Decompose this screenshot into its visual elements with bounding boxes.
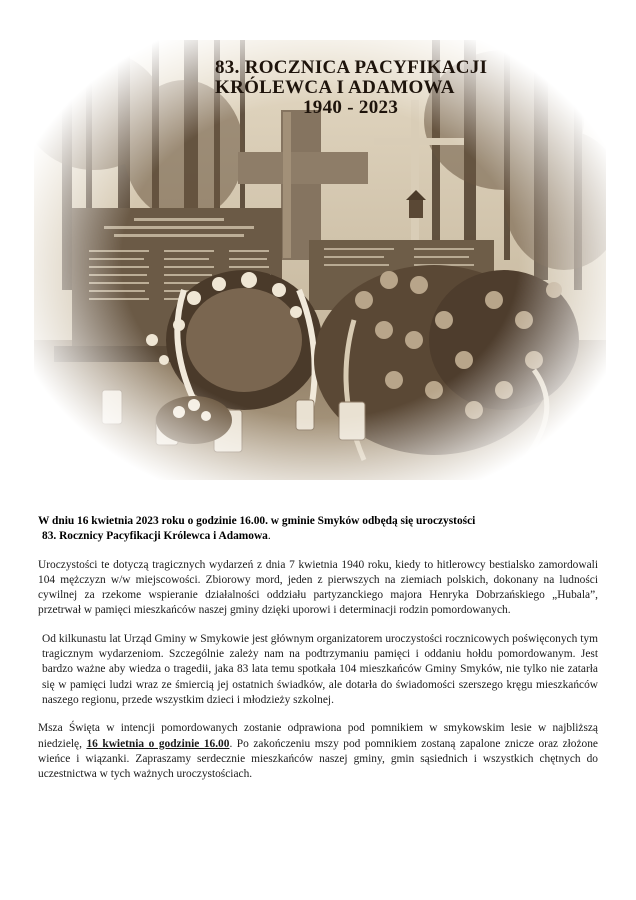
headline-period: .	[267, 530, 271, 543]
announcement-text	[38, 514, 598, 782]
photo-title	[215, 58, 535, 118]
paragraph-mass-invitation	[38, 721, 598, 782]
photo-title-line2: KRÓLEWCA I ADAMOWA	[215, 77, 455, 98]
headline-line2	[38, 529, 598, 544]
photo-title-line1: 83. ROCZNICA PACYFIKACJI	[215, 57, 488, 78]
headline-event-name: 83. Rocznicy Pacyfikacji Królewca i Adamowa	[42, 530, 268, 543]
flower-bouquet	[156, 396, 232, 444]
headline-line1: W dniu 16 kwietnia 2023 roku o godzinie 16.00. w gminie Smyków odbędą się uroczystości	[38, 515, 476, 527]
photo-title-line3: 1940 - 2023	[303, 97, 399, 118]
mass-date-time: 16 kwietnia o godzinie 16.00	[86, 737, 230, 750]
paragraph-history: Uroczystości te dotyczą tragicznych wydarzeń z dnia 7 kwietnia 1940 roku, kiedy to hitlerowcy bestialsko zamordowali 104 mężczyzn w/w miejscowości. Zbiorowy mord, jeden z pierwszych na ziemiach polskich, dokonany na ludności cywilnej za rzekome wspieranie działalności oddziału partyzanckiego majora Henryka Dobrzańskiego „Hubala”, przetrwał w pamięci mieszkańców naszej gminy dzięki uporowi i determinacji rodzin pomordowanych.	[38, 558, 598, 617]
headline	[38, 514, 598, 545]
mass-text-after: . Po zakończeniu mszy pod pomnikiem zostaną zapalone znicze oraz złożone wieńce i wiązanki. Zapraszamy serdecznie mieszkańców naszej gminy, gmin sąsiednich i wszystkich chętnych do uczestnictwa w tych ważnych uroczystościach.	[38, 737, 598, 781]
mass-text-before: Msza Święta w intencji pomordowanych zostanie odprawiona pod pomnikiem w smykowskim lesie w najbliższą niedzielę,	[38, 722, 598, 750]
paragraph-organizer: Od kilkunastu lat Urząd Gminy w Smykowie jest głównym organizatorem uroczystości rocznicowych poświęconych tym tragicznym wydarzeniom. Szczególnie zależy nam na podtrzymaniu pamięci i oddaniu hołdu pomordowanym. Jest bardzo ważne aby wiedza o tragedii, jaka 83 lata temu spotkała 104 mieszkańców Gminy Smyków, nie tylko nie zatarła się w pamięci ludzi wraz ze śmiercią jej ostatnich świadków, ale dotarła do świadomości szerszego kręgu mieszkańców naszego regionu, przede wszystkim dzieci i młodzieży szkolnej.	[42, 632, 598, 706]
